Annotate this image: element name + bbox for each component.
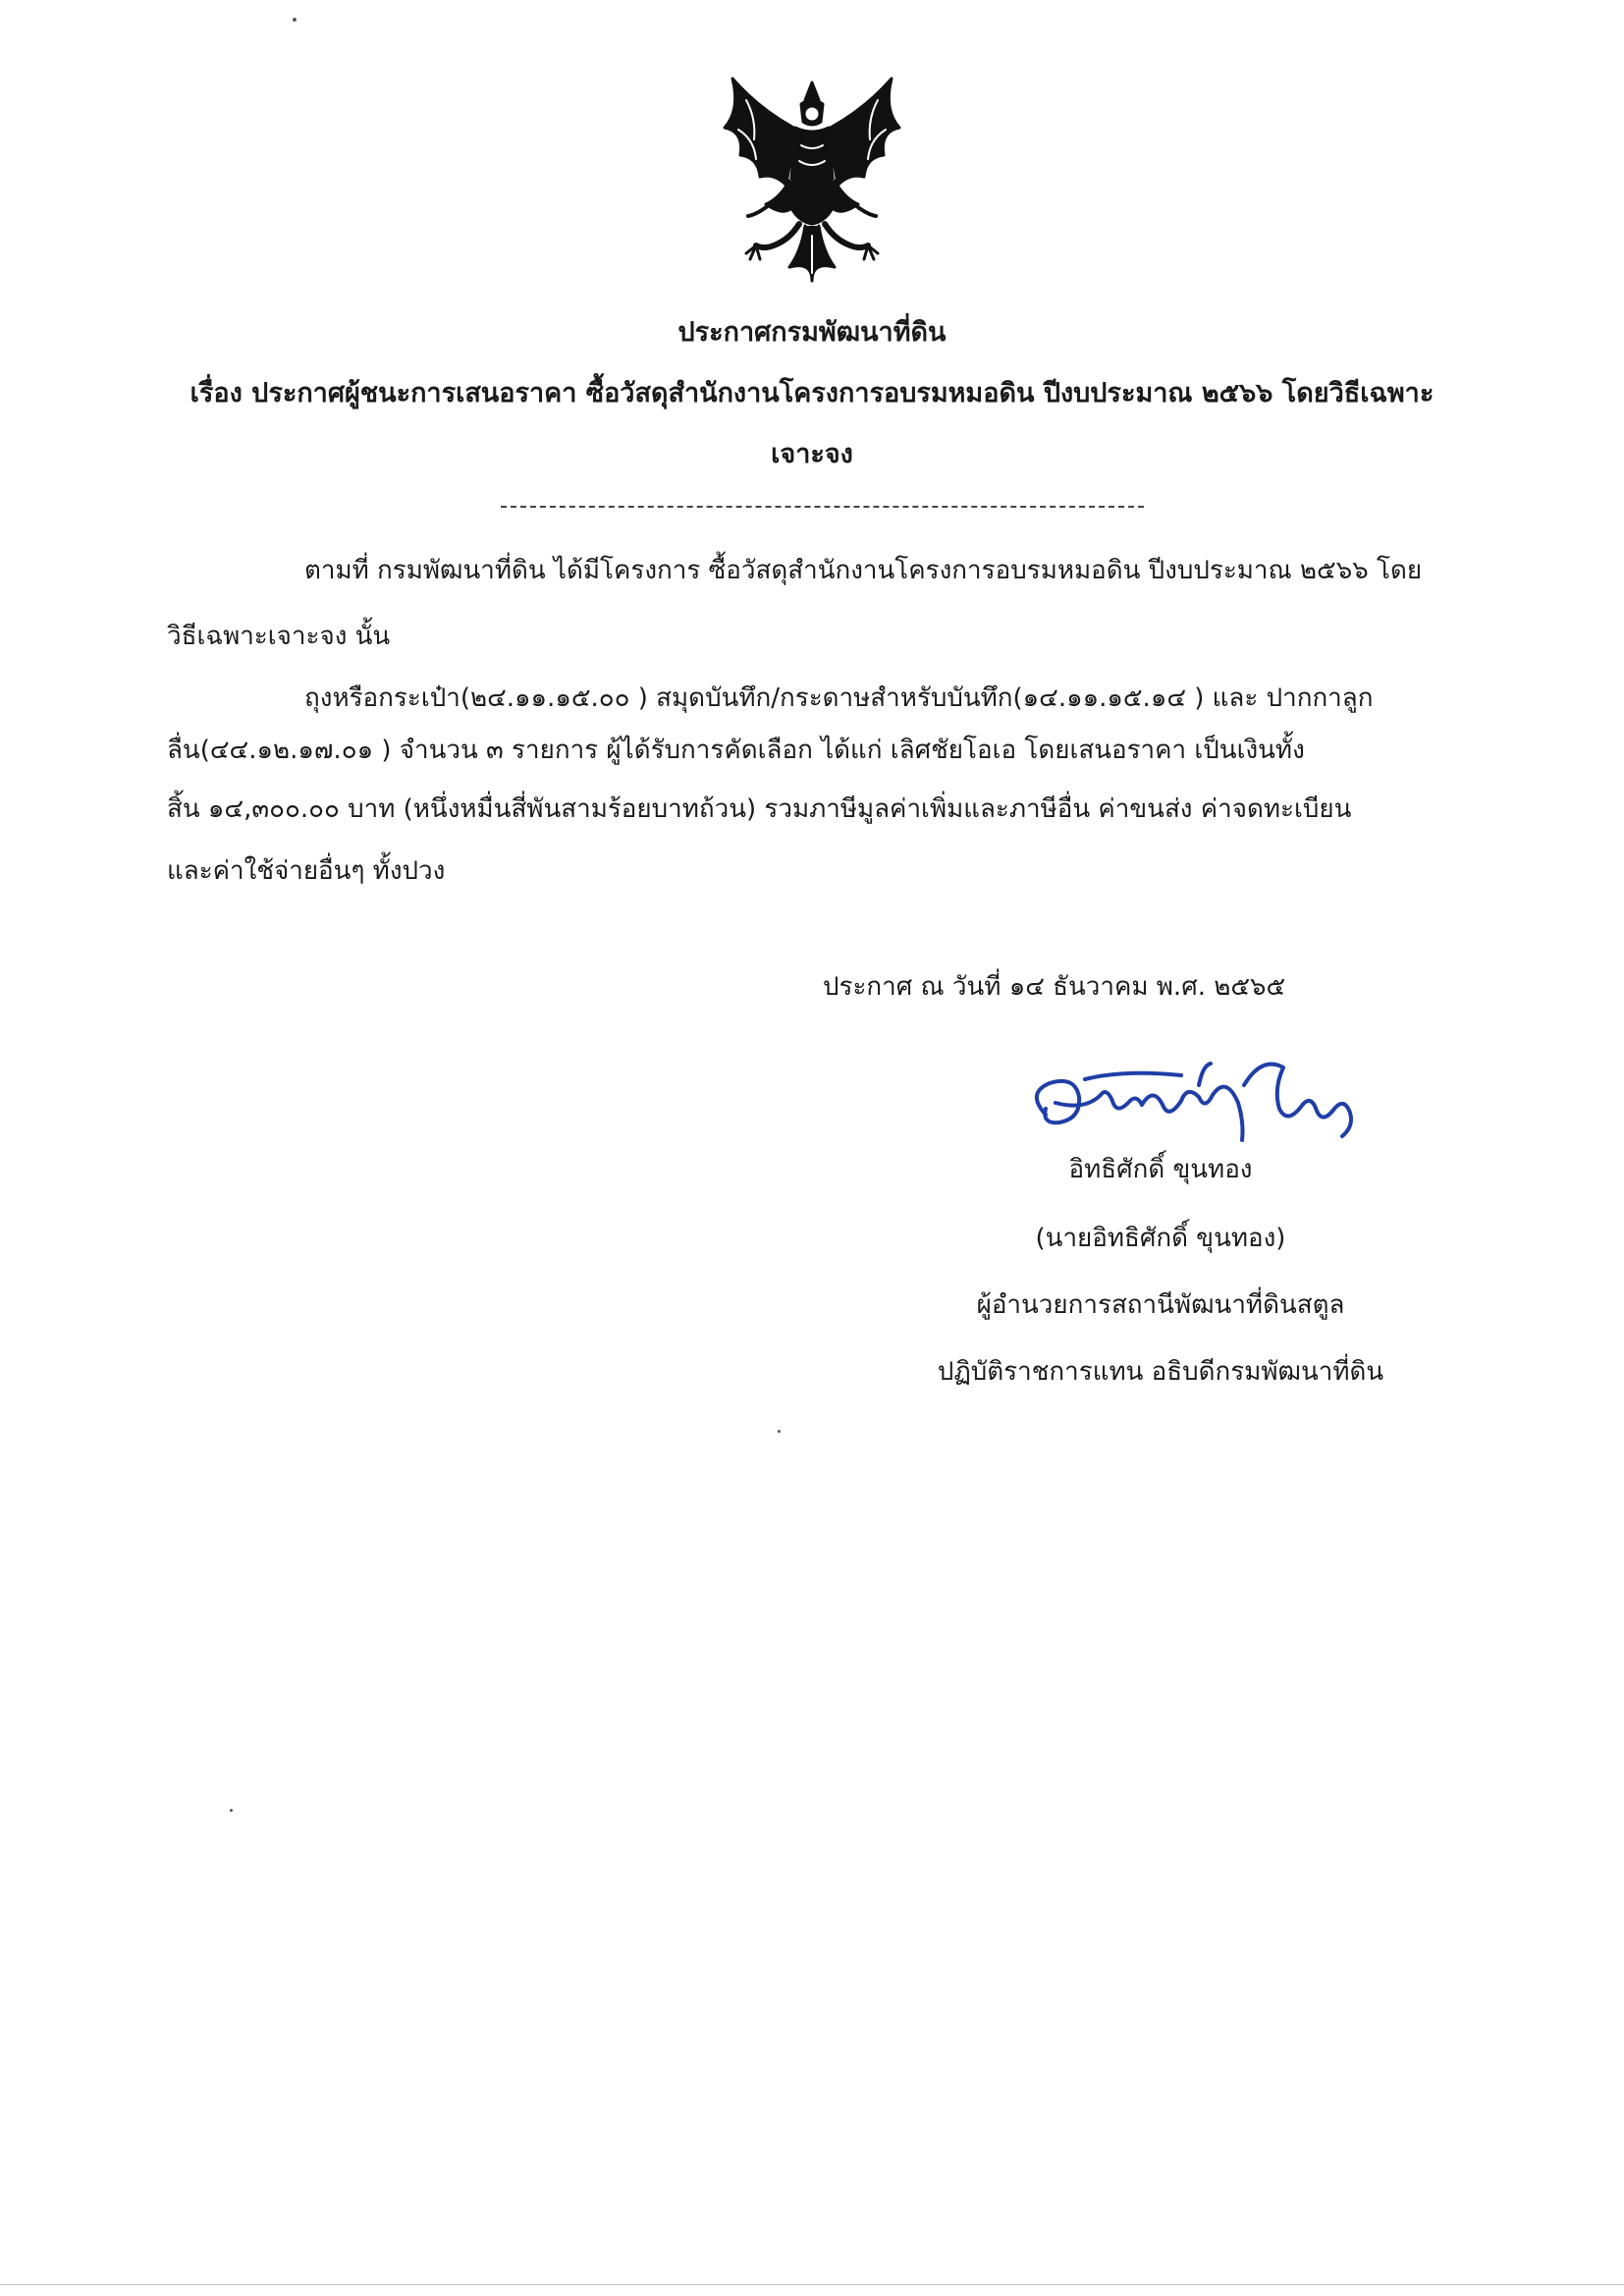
paragraph-1-line-1: ตามที่ กรมพัฒนาที่ดิน ได้มีโครงการ ซื้อวัสดุสำนักงานโครงการอบรมหมอดิน ปีงบประมาณ ๒๕๖๖ โดย [304, 556, 1423, 585]
paragraph-2-line-2: ลื่น(๔๔.๑๒.๑๗.๐๑ ) จำนวน ๓ รายการ ผู้ได้รับการคัดเลือก ได้แก่ เลิศชัยโอเอ โดยเสนอราคา เป็นเงินทั้ง [167, 736, 1305, 765]
signatory-signed-name: อิทธิศักดิ์ ขุนทอง [1068, 1155, 1253, 1184]
handwritten-signature [1016, 1046, 1370, 1154]
signatory-position: ผู้อำนวยการสถานีพัฒนาที่ดินสตูล [976, 1290, 1345, 1320]
paragraph-2-line-3: สิ้น ๑๔,๓๐๐.๐๐ บาท (หนึ่งหมื่นสี่พันสามร้อยบาทถ้วน) รวมภาษีมูลค่าเพิ่มและภาษีอื่น ค่าขนส่ง ค่าจดทะเบียน [167, 794, 1352, 824]
title-separator [501, 506, 1144, 508]
scan-speck [778, 1430, 781, 1433]
document-subject-continued: เจาะจง [771, 439, 853, 469]
paragraph-2-line-1: ถุงหรือกระเป๋า(๒๔.๑๑.๑๕.๐๐ ) สมุดบันทึก/กระดาษสำหรับบันทึก(๑๔.๑๑.๑๕.๑๔ ) และ ปากกาลูก [304, 683, 1374, 713]
document-subject: เรื่อง ประกาศผู้ชนะการเสนอราคา ซื้อวัสดุสำนักงานโครงการอบรมหมอดิน ปีงบประมาณ ๒๕๖๖ โดยวิธีเฉพาะ [189, 378, 1435, 409]
scan-edge-line [0, 2284, 1624, 2285]
garuda-emblem-icon [711, 71, 913, 297]
signatory-full-name: (นายอิทธิศักดิ์ ขุนทอง) [1035, 1224, 1286, 1253]
document-title: ประกาศกรมพัฒนาที่ดิน [677, 317, 947, 348]
paragraph-1-line-2: วิธีเฉพาะเจาะจง นั้น [167, 622, 391, 651]
scan-speck [293, 18, 297, 22]
scan-speck [230, 1809, 233, 1812]
announcement-date: ประกาศ ณ วันที่ ๑๔ ธันวาคม พ.ศ. ๒๕๖๕ [823, 972, 1286, 1002]
signatory-acting-for: ปฏิบัติราชการแทน อธิบดีกรมพัฒนาที่ดิน [937, 1357, 1384, 1387]
paragraph-2-line-4: และค่าใช้จ่ายอื่นๆ ทั้งปวง [167, 856, 446, 886]
